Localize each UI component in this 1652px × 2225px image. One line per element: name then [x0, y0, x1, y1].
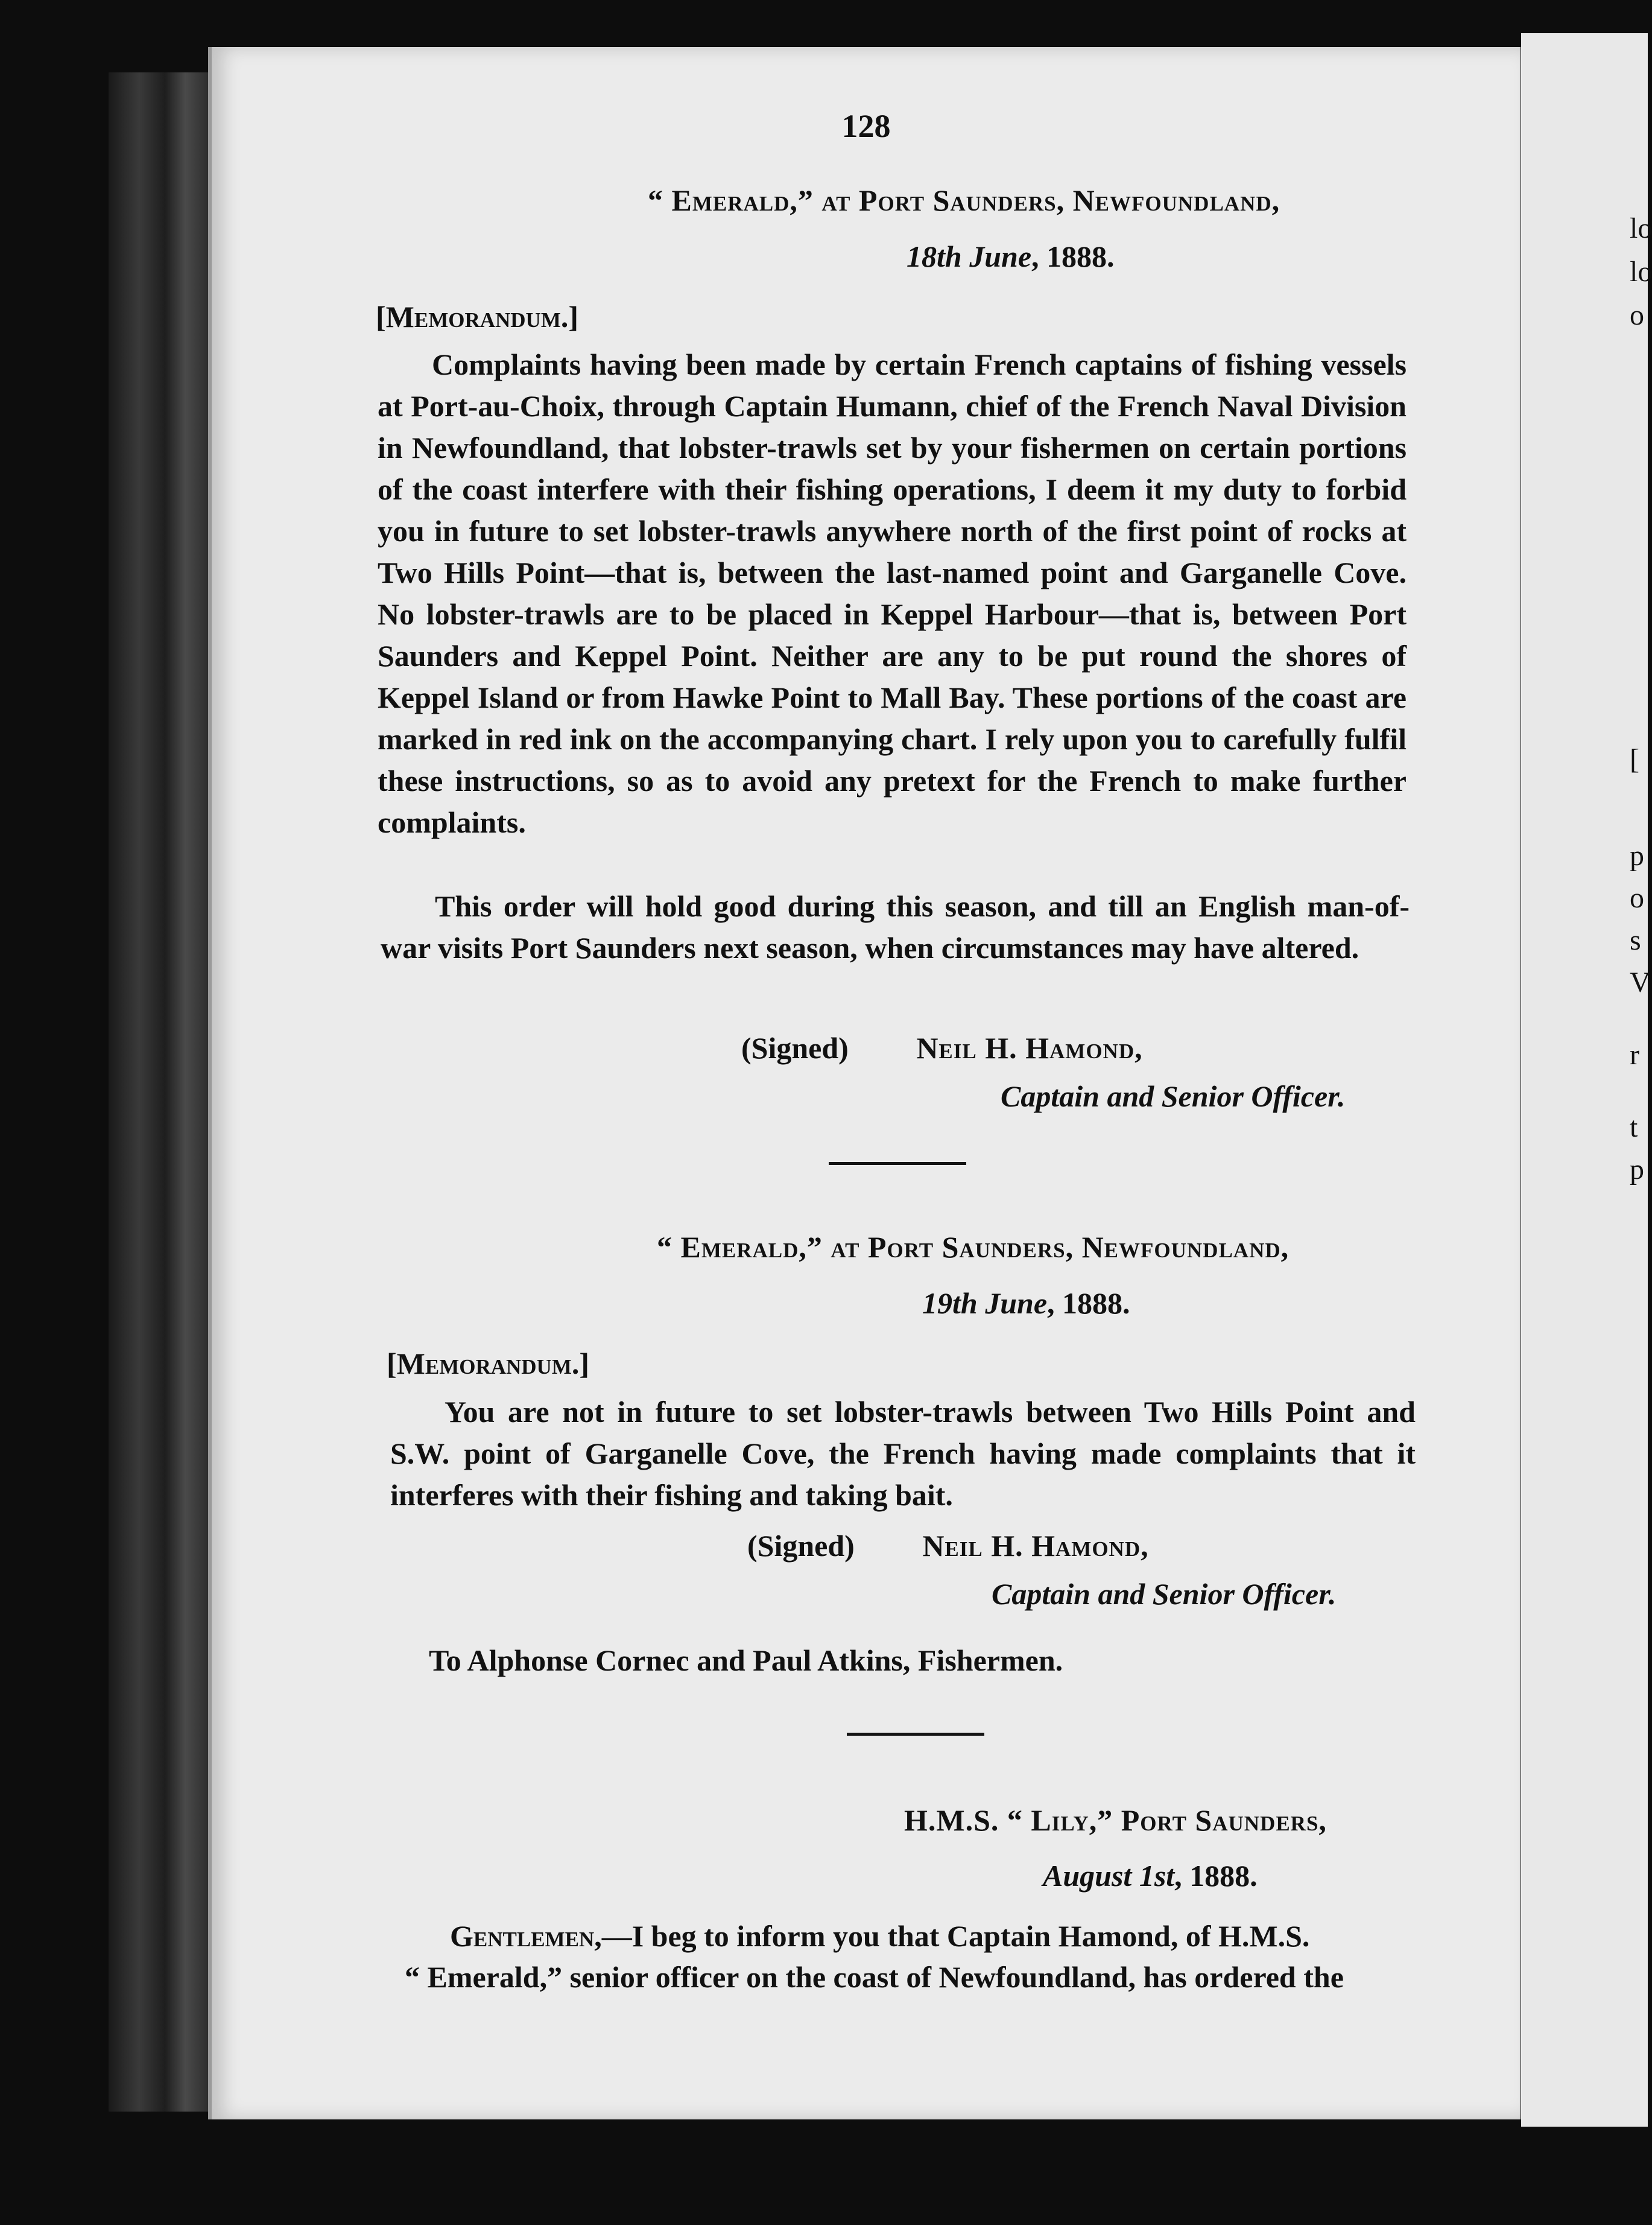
letter3-salutation: Gentlemen, [450, 1919, 602, 1953]
adjacent-page-fragment: s [1630, 924, 1641, 956]
letter3-date-day: August 1st [1043, 1859, 1175, 1893]
memo2-signer-name: Neil H. Hamond, [922, 1529, 1149, 1563]
memo1-paragraph-2: This order will hold good during this season, and till an English man-of-war visits Port Saunders next season, when circumstances may have altered. [381, 889, 1410, 965]
memo2-addressee: To Alphonse Cornec and Paul Atkins, Fishermen. [429, 1643, 1063, 1677]
letter3-body-first: —I beg to inform you that Captain Hamond, of H.M.S. [601, 1919, 1310, 1953]
adjacent-page-fragment: V [1630, 966, 1651, 998]
memo1-label: [Memorandum.] [376, 300, 579, 334]
memo2-date-day: 19th June [922, 1286, 1048, 1320]
memo2-signature-line [747, 1528, 1149, 1563]
adjacent-page-edge [1521, 33, 1652, 2127]
adjacent-page-fragment: p [1630, 1154, 1644, 1186]
memo2-signed-label: (Signed) [747, 1529, 855, 1563]
adjacent-page-fragment: lo [1630, 212, 1652, 244]
memo1-signed-label: (Signed) [741, 1031, 849, 1065]
adjacent-page-fragment: p [1630, 840, 1644, 872]
memo1-date-year: , 1888. [1031, 240, 1115, 273]
document-page [208, 47, 1521, 2119]
section-divider [829, 1162, 966, 1165]
adjacent-page-fragment: [ [1630, 743, 1639, 775]
adjacent-page-fragment: t [1630, 1111, 1638, 1143]
memo1-signer-name: Neil H. Hamond, [916, 1031, 1143, 1065]
book-binding [109, 72, 211, 2112]
memo1-date-day: 18th June [907, 240, 1032, 273]
memo2-date-year: , 1888. [1047, 1286, 1130, 1320]
memo2-signer-title: Captain and Senior Officer. [992, 1577, 1337, 1611]
adjacent-page-fragment: r [1630, 1039, 1639, 1071]
letter3-date [1043, 1858, 1258, 1893]
section-divider [847, 1733, 984, 1736]
letter3-first-line [450, 1919, 1309, 1954]
memo2-paragraph-1: You are not in future to set lobster-trawls between Two Hills Point and S.W. point of Garganelle Cove, the French having made complaints that it interferes with their fishing and taking bait. [390, 1395, 1416, 1512]
memo1-heading: “ Emerald,” at Port Saunders, Newfoundland, [648, 183, 1280, 217]
letter3-second-line: “ Emerald,” senior officer on the coast of Newfoundland, has ordered the [405, 1960, 1344, 1994]
memo2-date [922, 1286, 1130, 1321]
memo1-signature-line [741, 1030, 1143, 1065]
memo1-signer-title: Captain and Senior Officer. [1001, 1079, 1346, 1113]
letter3-date-year: , 1888. [1174, 1859, 1258, 1893]
adjacent-page-fragment: o [1630, 882, 1644, 914]
page-number: 128 [841, 108, 891, 144]
memo2-heading: “ Emerald,” at Port Saunders, Newfoundland, [657, 1230, 1290, 1264]
adjacent-page-fragment: o [1630, 299, 1644, 331]
memo2-label: [Memorandum.] [387, 1347, 590, 1380]
letter3-heading: H.M.S. “ Lily,” Port Saunders, [904, 1803, 1327, 1837]
adjacent-page-fragment: lo [1630, 256, 1652, 288]
memo1-paragraph-1: Complaints having been made by certain French captains of fishing vessels at Port-au-Choix, through Captain Humann, chief of the French Naval Division in Newfoundland, that lobster-trawls set by your fishermen on certain portions of the coast interfere with their fishing operations, I deem it my duty to forbid you in future to set lobster-trawls anywhere north of the first point of rocks at Two Hills Point—that is, between the last-named point and Garganelle Cove. No lobster-trawls are to be placed in Keppel Harbour—that is, between Port Saunders and Keppel Point. Neither are any to be put round the shores of Keppel Island or from Hawke Point to Mall Bay. These portions of the coast are marked in red ink on the accompanying chart. I rely upon you to carefully fulfil these instructions, so as to avoid any pretext for the French to make further complaints. [378, 348, 1407, 839]
memo1-date [907, 239, 1115, 274]
